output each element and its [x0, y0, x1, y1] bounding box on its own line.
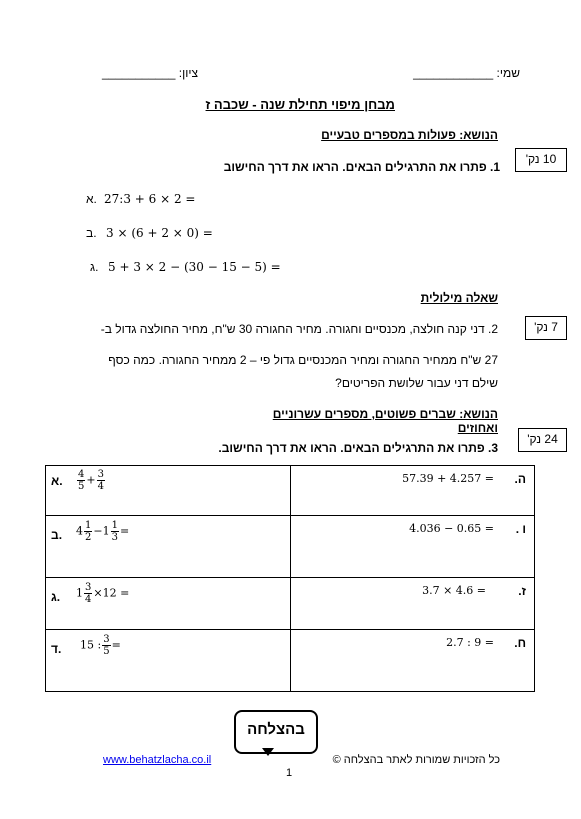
grade-label: ציון: — [178, 66, 198, 80]
grade-blank[interactable]: ___________ — [102, 66, 176, 80]
page-number: 1 — [286, 767, 293, 779]
question2-line1: 2. דני קנה חולצה, מכנסיים וחגורה. מחיר החגורה 30 ש"ח, מחיר החולצה גדול ב- — [100, 322, 498, 336]
exercise-grid — [45, 465, 535, 692]
footer-link-wrap — [103, 754, 211, 766]
cell-g[interactable] — [290, 578, 535, 630]
cell-c-letter: ג. — [51, 590, 61, 604]
cell-e-expr: 57.39 + 4.257 = — [402, 472, 494, 485]
cell-b-letter: ב. — [51, 528, 63, 542]
cell-b[interactable] — [46, 516, 291, 578]
question3: 3. פתרו את התרגילים הבאים. הראו את דרך החישוב. — [218, 441, 498, 455]
q1-item-a-expr: 27:3 + 6 × 2 = — [104, 192, 196, 206]
q1-item-b-expr: 3 × (6 + 2 × 0) = — [106, 226, 213, 240]
cell-h-expr: 2.7 : 9 = — [446, 636, 494, 649]
cell-h[interactable] — [290, 630, 535, 692]
cell-f-expr: 4.036 − 0.65 = — [409, 522, 494, 535]
question2-line2: 27 ש"ח ממחיר החגורה ומחיר המכנסיים גדול פי – 2 ממחיר החגורה. כמה כסף — [108, 353, 498, 367]
copyright-text: כל הזכויות שמורות לאתר בהצלחה © — [332, 754, 500, 766]
q1-item-c-letter: ג. — [90, 260, 99, 274]
question2-line3: שילם דני עבור שלושת הפריטים? — [335, 376, 498, 390]
cell-f-letter: ו . — [515, 522, 526, 536]
section1-points-box: 10 נק' — [515, 148, 567, 172]
cell-d-expr: 15 : $\frac{3}{5}$ = — [80, 634, 121, 657]
cell-f[interactable] — [290, 516, 535, 578]
cell-a-expr: $\frac{4}{5}$ + $\frac{3}{4}$ — [78, 469, 104, 492]
cell-c-expr: 1 $\frac{3}{4}$ ×12 = — [76, 582, 130, 605]
q1-item-a-letter: א. — [86, 192, 97, 206]
grade-line — [88, 66, 198, 80]
logo-speech-tail — [262, 748, 274, 756]
cell-d-letter: ד. — [51, 642, 62, 656]
cell-e-letter: ה. — [514, 472, 526, 486]
cell-b-expr: 4 $\frac{1}{2}$ −1 $\frac{1}{3}$ = — [76, 520, 130, 543]
q1-item-c-expr: 5 + 3 × 2 − (30 − 15 − 5) = — [108, 260, 281, 274]
question1: 1. פתרו את התרגילים הבאים. הראו את דרך החישוב — [223, 160, 500, 174]
cell-a[interactable] — [46, 466, 291, 516]
q1-item-c — [90, 260, 310, 274]
section2-points-box: 7 נק' — [525, 316, 567, 340]
cell-a-letter: א. — [51, 474, 63, 488]
section1-topic: הנושא: פעולות במספרים טבעיים — [321, 128, 498, 142]
cell-d[interactable] — [46, 630, 291, 692]
section2-heading: שאלה מילולית — [420, 291, 498, 305]
page-title: מבחן מיפוי תחילת שנה - שכבה ז — [205, 97, 395, 112]
cell-c[interactable] — [46, 578, 291, 630]
cell-g-expr: 3.7 × 4.6 = — [422, 584, 486, 597]
behatzlacha-logo: בהצלחה — [234, 710, 318, 754]
cell-h-letter: ח. — [514, 636, 526, 650]
section3-topic: הנושא: שברים פשוטים, מספרים עשרוניים ואחוזים — [272, 407, 498, 435]
q1-item-a — [86, 192, 286, 206]
cell-e[interactable] — [290, 466, 535, 516]
name-line — [390, 66, 520, 80]
q1-item-b-letter: ב. — [86, 226, 97, 240]
cell-g-letter: ז. — [518, 584, 526, 598]
website-link[interactable]: www.behatzlacha.co.il — [103, 754, 212, 766]
q1-item-b — [86, 226, 286, 240]
section3-points-box: 24 נק' — [518, 428, 567, 452]
name-blank[interactable]: ____________ — [413, 66, 494, 80]
name-label: שמי: — [496, 66, 520, 80]
